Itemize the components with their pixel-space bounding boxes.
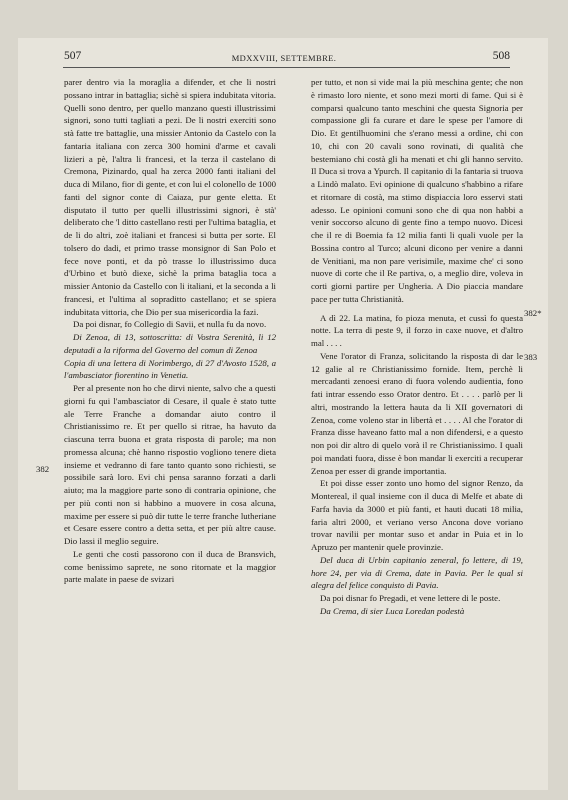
right-paragraph-3: Vene l'orator di Franza, solicitando la risposta di dar le 12 galie al re Christianissimo fornide. Item, perchè li mercadanti zenoesi erano di fuora volendo audientia, fono fati intrar essendo esso Orator dentro. Et . . . . parlò per li altri, mostrando la lettera hauta da li XII governatori di Zenoa, come voleno star in libertà et . . . . Al che l'orator di Franza disse haveano fatto mal a non difendersi, e a questo non poi dir altro di quelo vorà il re Christianissimo. I quali poi mandati fuora, disse è bon mandar li exerciti a recuperar Zenoa per esser di grande importantia.	[311, 350, 523, 476]
left-paragraph-3: Per al presente non ho che dirvi niente, salvo che a questi giorni fu qui l'ambasciator di Cesare, il quale è stato tutte ale Terre Franche a domandar aiuto contro il Christianissimo re. Et per quello si ritrae, ha havuto da ciascuna terra buona et grata risposta di parole; ma non promessa alcuna; chè hanno rispostio vogliono tenere dieta insieme et vedranno di fare tanto quanto sono richiesti, se possibile sarà loro. Evi chi pensa saranno forzati a darli aiuto; ma la maggiore parte sono di contraria opinione, che per più conti non si habbino a muovere in cosa alcuna, maxime per essere si può dir tutte le terre franche lutheriane et Cesare essere contro a detta setta, et per più altre cause. Dio lassi il meglio seguire.	[64, 383, 276, 546]
right-page-number: 508	[492, 50, 510, 62]
left-page-number: 507	[64, 50, 82, 62]
header-rule	[63, 67, 510, 68]
left-paragraph-4: Le genti che costì passorono con il duca de Bransvich, come benissimo saprete, ne sono ritornate et la maggior parte malate in paese de svizari	[64, 548, 276, 585]
left-paragraph-2: Da poi disnar, fo Collegio di Savii, et nulla fu da novo.	[73, 319, 267, 330]
letter-heading: Copia di una lettera di Norimbergo, di 27 d'Avosto 1528, a l'ambasciator fiorentino in Venetia.	[64, 357, 276, 381]
margin-number-right-a: 382*	[524, 308, 542, 318]
right-paragraph-5: Del duca di Urbin capitanio zeneral, fo lettere, di 19, hore 24, per via di Crema, date in Pavia. Per le qual si alegra del felice conquisto di Pavia.	[311, 554, 523, 591]
right-paragraph-2: A dì 22. La matina, fo pioza menuta, et cussì fo questa notte. La terra di peste 9, il forzo in caxe nuove, et d'altro mal . . . .	[311, 312, 523, 348]
right-paragraph-4: Et poi disse esser zonto uno homo del signor Renzo, da Montereal, il qual insieme con il duca di Melfe et abate di Farfa havia da 3000 et più fanti, et hauti ducati 18 milia, faria altri 2000, et veriano verso Ancona dove voriano trovar navilii per montar suso et andar in Puia et in lo Apruzo per mantenir quele provinzie.	[311, 478, 523, 552]
right-paragraph-1: per tutto, et non si vide mai la più meschina gente; che non è rimasto loro niente, et sono mezi morti di fame. Qui si è comparsi qualcuno tanto meschini che questa Signoria per compassione gli fa curare et dare le spese per l'amore di Dio. Et gentilhuomini che s'erano messi a ordine, chi con 10, chi con 20 cavali sono rovinati, di qualità che bestemiano chi costà gli ha menati et chi gli hanno servito. Il Duca si trova a Ypurch. Il capitanio di la fantaria si truova a Lindò malato. Evi opinione di qualcuno s'habbino a rifare et ritornare di costà, ma stimo dispiaccia loro esservi stati adesso. Le opinioni comuni sono che di qua non habbi a venir soccorso alcuno di gente fino a tempo nuovo. Dicesi che il re di Boemia fa 12 milia fanti li quali vuole per la Bossina contro al Turco; alcuni dicono per venire a danni de Venitiani, ma non pare verisimile, maxime che' ci sono nuove di corte che il Re partiva, o, a meglio dire, voleva in corti giorni partire per Ungheria. A Dio piaccia mandare pace per tutta Christianità.	[311, 77, 523, 304]
left-column	[64, 76, 276, 586]
margin-number-left: 382	[36, 464, 50, 474]
right-paragraph-7: Da Crema, di sier Luca Loredan podestà	[320, 605, 465, 616]
right-paragraph-6: Da poi disnar fo Pregadi, et vene lettere di le poste.	[320, 593, 501, 603]
margin-number-right-b: 383	[524, 352, 538, 362]
running-header-title: MDXXVIII, SETTEMBRE.	[231, 53, 337, 63]
left-paragraph-1: parer dentro via la moraglia a difender, et che li nostri possano intrar in battaglia; sichè si spiera indubitata vitoria. Quelli sono dentro, per quello manzano questi illustrissimi signori, sono tutti tagliati a pezi. De li nostri exerciti sono stà fatte tre battaglie, una missier Antonio da Castelo con la fantaria italiana con zerca 300 homini d'arme et cavali lizieri a pè, l'altra li francesi, et la terza il castelano di Cremona, Pizinardo, qual ha zerca 2000 fanti italiani del duca di Milano, fior di gente, et con lui el colonello de 1000 fanti del signor conte di Caiaza, pur gente eletta. Et disputato il tutto per quelli illustrissimi signori, è stà' deliberato che 'l ditto castellano resti per l'ultima bataglia, et de li do altri, zoè italiani et francesi si butta per sorte. El tolsero do dadi, et primo trasse monsignor di San Polo et fece nove ponti, et da pò trasse lo illustrissimo duca d'Urbino et butò diexe, sichè la prima bataglia toca a missier Antonio da Castello con li italiani, et la seconda a li francesi, et l'ultima al sopraditto castellano; et se spiera indubitata vittoria, che Dio per sua misericordia la fazi.	[64, 77, 276, 317]
right-column	[311, 76, 523, 618]
left-signature-block: Di Zenoa, di 13, sottoscritta: di Vostra Serenità, li 12 deputadi a la riforma del Governo del comun di Zenoa	[64, 332, 276, 355]
